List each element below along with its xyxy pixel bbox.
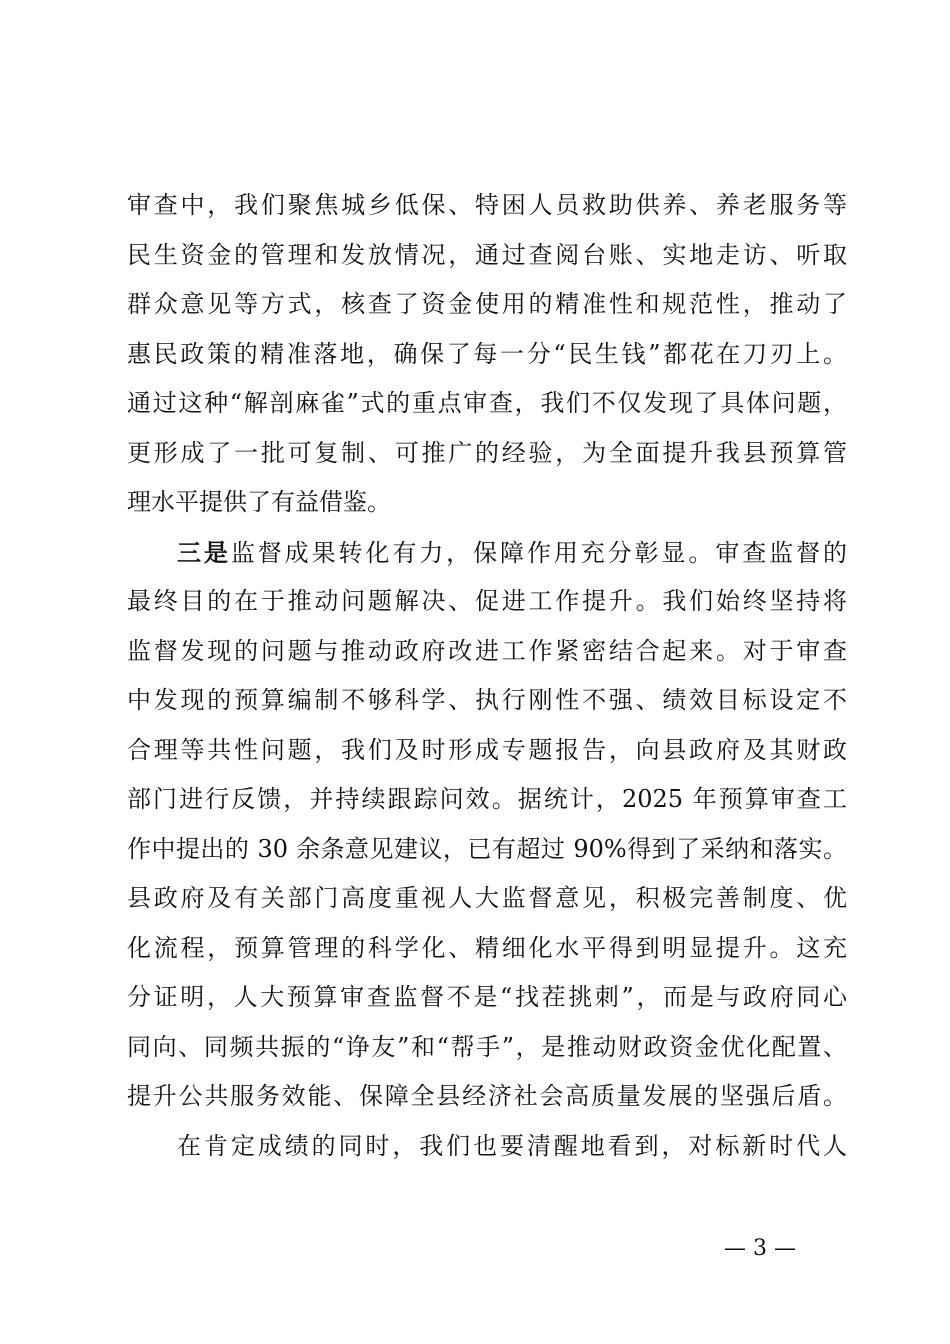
- text-line: 化流程，预算管理的科学化、精细化水平得到明显提升。这充: [127, 933, 847, 962]
- text-line: 审查中，我们聚焦城乡低保、特困人员救助供养、养老服务等: [127, 191, 847, 219]
- text-line: 县政府及有关部门高度重视人大监督意见，积极完善制度、优: [127, 884, 847, 912]
- text-line: 分证明，人大预算审查监督不是“找茬挑刺”，而是与政府同心: [127, 983, 847, 1011]
- text-line: 部门进行反馈，并持续跟踪问效。据统计，2025 年预算审查工: [127, 785, 847, 813]
- text-line: 惠民政策的精准落地，确保了每一分“民生钱”都花在刀刃上。: [127, 339, 847, 368]
- text-line: 作中提出的 30 余条意见建议，已有超过 90%得到了采纳和落实。: [127, 834, 847, 863]
- text-line: 群众意见等方式，核查了资金使用的精准性和规范性，推动了: [127, 290, 847, 318]
- text-line: 合理等共性问题，我们及时形成专题报告，向县政府及其财政: [127, 735, 847, 764]
- text-line: 提升公共服务效能、保障全县经济社会高质量发展的坚强后盾。: [127, 1082, 847, 1110]
- text-line: 中发现的预算编制不够科学、执行刚性不强、绩效目标设定不: [127, 686, 847, 714]
- text-line: 民生资金的管理和发放情况，通过查阅台账、实地走访、听取: [127, 240, 847, 269]
- text-line: 更形成了一批可复制、可推广的经验，为全面提升我县预算管: [127, 438, 847, 467]
- paragraph-lead: 三是: [177, 537, 231, 567]
- paragraph-lead-line: [127, 528, 847, 578]
- text-line: 最终目的在于推动问题解决、促进工作提升。我们始终坚持将: [127, 587, 847, 615]
- paragraph-lead-rest: 监督成果转化有力，保障作用充分彰显。审查监督的: [230, 538, 848, 567]
- text-line: 通过这种“解剖麻雀”式的重点审查，我们不仅发现了具体问题，: [127, 389, 847, 417]
- body-text: [127, 181, 847, 1171]
- text-line: 监督发现的问题与推动政府改进工作紧密结合起来。对于审查: [127, 636, 847, 665]
- text-line: 理水平提供了有益借鉴。: [127, 488, 391, 516]
- page-number: — 3 —: [724, 1236, 796, 1261]
- text-line: 在肯定成绩的同时，我们也要清醒地看到，对标新时代人: [177, 1131, 847, 1160]
- text-line: 同向、同频共振的“诤友”和“帮手”，是推动财政资金优化配置、: [127, 1032, 847, 1061]
